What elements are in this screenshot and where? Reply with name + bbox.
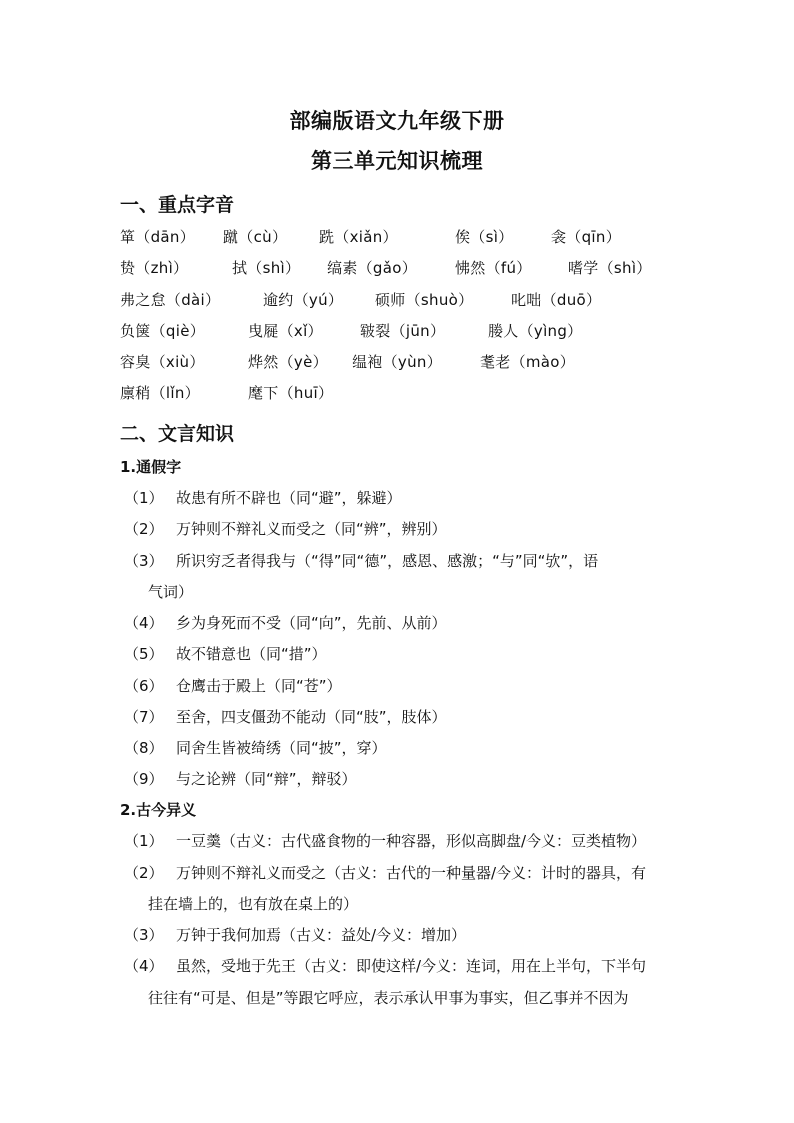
item-number: （7） xyxy=(124,708,164,726)
pronunciation-row xyxy=(120,320,700,342)
pronunciation-entry: 媵人（yìng） xyxy=(488,322,583,340)
pronunciation-entry: 弗之怠（dài） xyxy=(120,291,221,309)
item-number: （6） xyxy=(124,677,164,695)
item-text: 虽然，受地于先王（古义：即使这样/今义：连词，用在上半句，下半句 xyxy=(176,957,647,975)
item-text: 一豆羹（古义：古代盛食物的一种容器，形似高脚盘/今义：豆类植物） xyxy=(176,832,647,850)
pronunciation-entry: 箪（dān） xyxy=(120,228,196,246)
pronunciation-entry: 廪稍（lǐn） xyxy=(120,384,200,402)
pronunciation-row xyxy=(120,257,700,279)
item-text: 仓鹰击于殿上（同“苍”） xyxy=(176,677,342,695)
pronunciation-row xyxy=(120,351,700,373)
item-text-continuation: 挂在墙上的，也有放在桌上的） xyxy=(148,895,359,913)
item-number: （3） xyxy=(124,926,164,944)
pronunciation-entry: 硕师（shuò） xyxy=(375,291,474,309)
pronunciation-entry: 麾下（huī） xyxy=(248,384,334,402)
section-heading-pronunciation: 一、重点字音 xyxy=(120,194,235,216)
pronunciation-entry: 烨然（yè） xyxy=(248,353,328,371)
item-number: （8） xyxy=(124,739,164,757)
item-number: （5） xyxy=(124,645,164,663)
item-number: （4） xyxy=(124,957,164,975)
item-text: 故患有所不辟也（同“避”，躲避） xyxy=(176,489,402,507)
pronunciation-entry: 俟（sì） xyxy=(455,228,514,246)
pronunciation-entry: 贽（zhì） xyxy=(120,259,189,277)
item-text: 与之论辨（同“辩”，辩驳） xyxy=(176,770,357,788)
item-text-continuation: 往往有“可是、但是”等跟它呼应，表示承认甲事为事实，但乙事并不因为 xyxy=(148,989,629,1007)
pronunciation-entry: 耄老（mào） xyxy=(480,353,576,371)
pronunciation-entry: 曳屣（xǐ） xyxy=(248,322,323,340)
pronunciation-entry: 容臭（xiù） xyxy=(120,353,205,371)
item-text-continuation: 气词） xyxy=(148,583,194,601)
item-text: 故不错意也（同“措”） xyxy=(176,645,327,663)
item-text: 万钟则不辩礼义而受之（同“辨”，辨别） xyxy=(176,520,447,538)
pronunciation-entry: 嗜学（shì） xyxy=(568,259,652,277)
item-number: （4） xyxy=(124,614,164,632)
subsection-heading-ancient-modern: 2.古今异义 xyxy=(120,801,197,819)
pronunciation-entry: 衾（qīn） xyxy=(551,228,621,246)
item-text: 同舍生皆被绮绣（同“披”，穿） xyxy=(176,739,387,757)
item-number: （2） xyxy=(124,520,164,538)
pronunciation-entry: 逾约（yú） xyxy=(263,291,344,309)
pronunciation-entry: 负箧（qiè） xyxy=(120,322,206,340)
pronunciation-entry: 怫然（fú） xyxy=(455,259,532,277)
pronunciation-row xyxy=(120,382,700,404)
pronunciation-entry: 蹴（cù） xyxy=(223,228,288,246)
item-text: 万钟于我何加焉（古义：益处/今义：增加） xyxy=(176,926,467,944)
document-subtitle: 第三单元知识梳理 xyxy=(311,149,483,173)
item-number: （1） xyxy=(124,832,164,850)
pronunciation-row xyxy=(120,226,700,248)
item-text: 所识穷乏者得我与（“得”同“德”，感恩、感激；“与”同“欤”，语 xyxy=(176,552,599,570)
pronunciation-entry: 皲裂（jūn） xyxy=(360,322,446,340)
pronunciation-entry: 缟素（gǎo） xyxy=(327,259,417,277)
item-text: 万钟则不辩礼义而受之（古义：古代的一种量器/今义：计时的器具，有 xyxy=(176,864,647,882)
item-number: （2） xyxy=(124,864,164,882)
item-number: （1） xyxy=(124,489,164,507)
pronunciation-entry: 叱咄（duō） xyxy=(511,291,602,309)
document-title: 部编版语文九年级下册 xyxy=(289,109,505,133)
item-number: （9） xyxy=(124,770,164,788)
pronunciation-entry: 拭（shì） xyxy=(232,259,301,277)
pronunciation-entry: 缊袍（yùn） xyxy=(352,353,442,371)
pronunciation-row xyxy=(120,289,700,311)
item-number: （3） xyxy=(124,552,164,570)
subsection-heading-interchangeable: 1.通假字 xyxy=(120,458,182,476)
item-text: 乡为身死而不受（同“向”，先前、从前） xyxy=(176,614,447,632)
item-text: 至舍，四支僵劲不能动（同“肢”，肢体） xyxy=(176,708,447,726)
section-heading-classical: 二、文言知识 xyxy=(120,423,235,445)
pronunciation-entry: 跣（xiǎn） xyxy=(319,228,398,246)
